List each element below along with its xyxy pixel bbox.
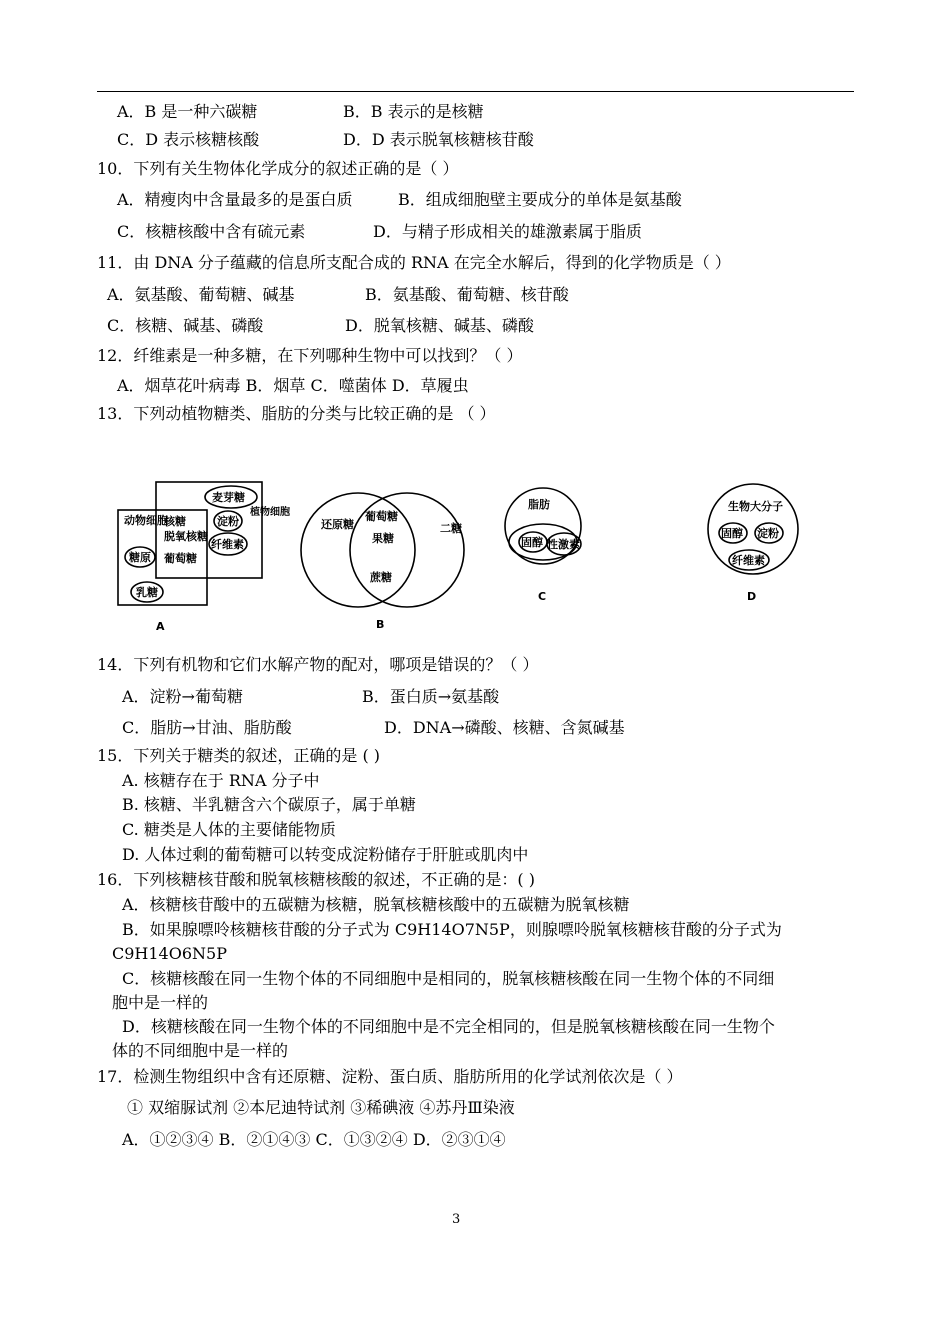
fig-b-sucrose-label: 蔗糖 — [370, 571, 392, 584]
fig-a-starch-label: 淀粉 — [217, 515, 239, 528]
q11-option-c: C．核糖、碱基、磷酸 — [107, 316, 264, 335]
q13-stem: 13．下列动植物糖类、脂肪的分类与比较正确的是 （ ） — [97, 404, 496, 423]
q14-option-c: C．脂肪→甘油、脂肪酸 — [122, 718, 292, 737]
q13-figures — [110, 470, 830, 640]
option-d: D．D 表示脱氧核糖核苷酸 — [343, 130, 534, 149]
q10-option-d: D．与精子形成相关的雄激素属于脂质 — [373, 222, 642, 241]
header-rule — [97, 91, 854, 92]
q11-option-b: B．氨基酸、葡萄糖、核苷酸 — [365, 285, 569, 304]
q14-option-d: D．DNA→磷酸、核糖、含氮碱基 — [384, 718, 625, 737]
option-c: C．D 表示核糖核酸 — [117, 130, 260, 149]
q11-option-a: A．氨基酸、葡萄糖、碱基 — [107, 285, 295, 304]
fig-d-caption: D — [747, 590, 757, 603]
q16-option-d-line2: 体的不同细胞中是一样的 — [112, 1041, 289, 1060]
fig-b-caption: B — [376, 618, 385, 631]
page-number: 3 — [452, 1212, 461, 1227]
q16-option-b-line2: C9H14O6N5P — [112, 944, 227, 963]
q15-option-a: A. 核糖存在于 RNA 分子中 — [122, 771, 320, 790]
fig-a-deoxy-label: 脱氧核糖 — [164, 530, 208, 543]
q10-option-c: C．核糖核酸中含有硫元素 — [117, 222, 306, 241]
q16-option-a: A．核糖核苷酸中的五碳糖为核糖，脱氧核糖核酸中的五碳糖为脱氧核糖 — [122, 895, 630, 914]
fig-d-starch-label: 淀粉 — [757, 527, 779, 540]
fig-a-cellulose-label: 纤维素 — [211, 538, 244, 551]
q15-option-d: D. 人体过剩的葡萄糖可以转变成淀粉储存于肝脏或肌肉中 — [122, 845, 529, 864]
fig-c-caption: C — [538, 590, 547, 603]
fig-d-macromolecule-label: 生物大分子 — [728, 500, 783, 513]
fig-b-reducing-label: 还原糖 — [321, 518, 354, 531]
fig-a-caption: A — [156, 620, 165, 633]
fig-a-ribose-label: 核糖 — [164, 515, 186, 528]
fig-d-cellulose-label: 纤维素 — [732, 554, 765, 567]
q10-option-a: A．精瘦肉中含量最多的是蛋白质 — [117, 190, 353, 209]
fig-a-maltose-label: 麦芽糖 — [212, 491, 245, 504]
q16-option-d-line1: D．核糖核酸在同一生物个体的不同细胞中是不完全相同的，但是脱氧核糖核酸在同一生物个 — [122, 1017, 775, 1036]
fig-a-glycogen-label: 糖原 — [129, 551, 151, 564]
option-b: B．B 表示的是核糖 — [343, 102, 484, 121]
q14-stem: 14．下列有机物和它们水解产物的配对，哪项是错误的？（ ） — [97, 655, 539, 674]
q15-stem: 15．下列关于糖类的叙述，正确的是 ( ) — [97, 746, 381, 765]
fig-b-fructose-label: 果糖 — [372, 532, 394, 545]
fig-c-fat-label: 脂肪 — [528, 498, 550, 511]
q16-option-b-line1: B．如果腺嘌呤核糖核苷酸的分子式为 C9H14O7N5P，则腺嘌呤脱氧核糖核苷酸的分子式为 — [122, 920, 782, 939]
fig-c-hormone-label: 性激素 — [547, 538, 580, 551]
q14-option-b: B．蛋白质→氨基酸 — [362, 687, 500, 706]
q13-diagram-svg — [110, 470, 830, 640]
q10-option-b: B．组成细胞壁主要成分的单体是氨基酸 — [398, 190, 682, 209]
q16-option-c-line1: C．核糖核酸在同一生物个体的不同细胞中是相同的，脱氧核糖核酸在同一生物个体的不同细 — [122, 969, 775, 988]
fig-a-animal-label: 动物细胞 — [124, 514, 168, 527]
fig-a-lactose-label: 乳糖 — [136, 586, 158, 599]
q16-stem: 16．下列核糖核苷酸和脱氧核糖核酸的叙述，不正确的是：( ) — [97, 870, 535, 889]
q14-option-a: A．淀粉→葡萄糖 — [122, 687, 243, 706]
fig-a-plant-label: 植物细胞 — [250, 507, 290, 518]
fig-c-cholesterol-label: 固醇 — [521, 536, 543, 549]
fig-d-cholesterol-label: 固醇 — [721, 527, 743, 540]
q16-option-c-line2: 胞中是一样的 — [112, 993, 209, 1012]
q12-stem: 12．纤维素是一种多糖，在下列哪种生物中可以找到？（ ） — [97, 346, 523, 365]
q15-option-b: B. 核糖、半乳糖含六个碳原子，属于单糖 — [122, 795, 416, 814]
fig-a-glucose-label: 葡萄糖 — [164, 552, 197, 565]
q17-reagents: ① 双缩脲试剂 ②本尼迪特试剂 ③稀碘液 ④苏丹Ⅲ染液 — [127, 1098, 515, 1117]
q15-option-c: C. 糖类是人体的主要储能物质 — [122, 820, 336, 839]
q10-stem: 10．下列有关生物体化学成分的叙述正确的是（ ） — [97, 159, 459, 178]
q17-options: A．①②③④ B．②①④③ C．①③②④ D．②③①④ — [122, 1130, 506, 1149]
fig-b-glucose-label: 葡萄糖 — [365, 510, 398, 523]
q12-options: A．烟草花叶病毒 B．烟草 C．噬菌体 D．草履虫 — [117, 376, 469, 395]
q11-option-d: D．脱氧核糖、碱基、磷酸 — [345, 316, 534, 335]
q17-stem: 17．检测生物组织中含有还原糖、淀粉、蛋白质、脂肪所用的化学试剂依次是（ ） — [97, 1067, 683, 1086]
fig-b-disaccharide-label: 二糖 — [440, 522, 462, 535]
q11-stem: 11．由 DNA 分子蕴藏的信息所支配合成的 RNA 在完全水解后，得到的化学物质是（ ） — [97, 253, 731, 272]
option-a: A．B 是一种六碳糖 — [117, 102, 258, 121]
